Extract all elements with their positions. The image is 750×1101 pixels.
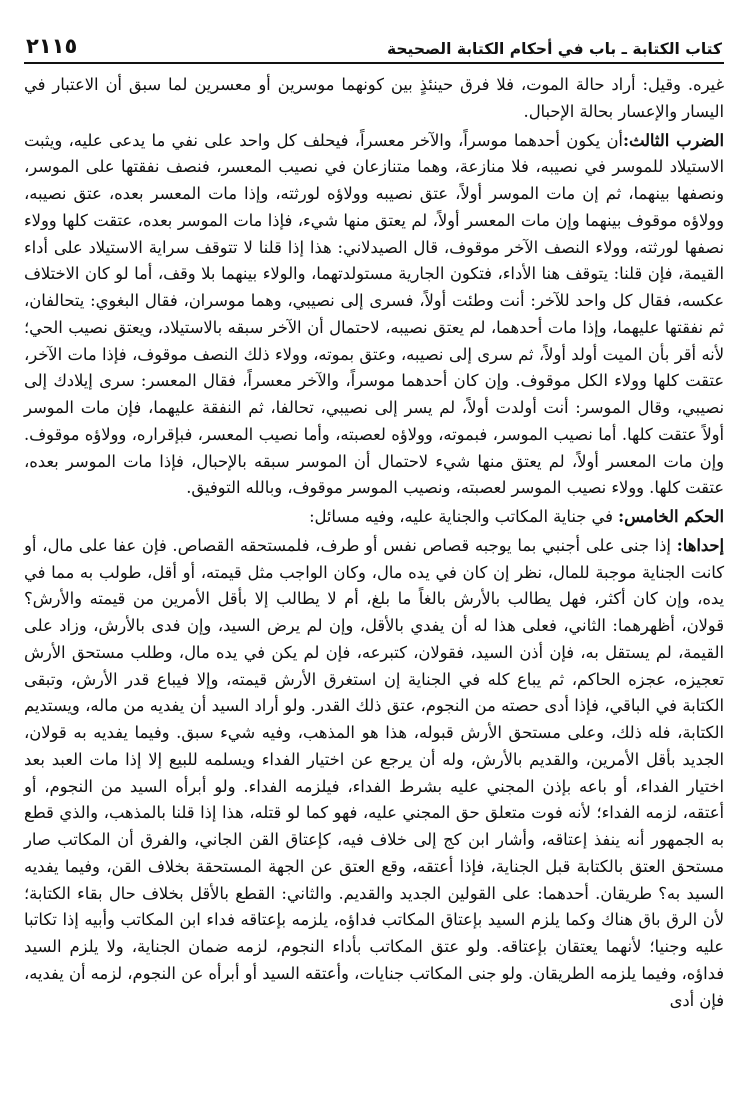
body-text bbox=[24, 72, 724, 1014]
running-title: كتاب الكتابة ـ باب في أحكام الكتابة الصحيحة bbox=[386, 40, 722, 58]
paragraph bbox=[24, 533, 724, 1015]
page-number: ٢١١٥ bbox=[26, 34, 78, 58]
section-heading: الضرب الثالث: bbox=[622, 130, 725, 150]
paragraph bbox=[24, 128, 724, 503]
page-header bbox=[24, 28, 724, 64]
paragraph-text: في جناية المكاتب والجناية عليه، وفيه مسائل: bbox=[309, 507, 613, 526]
paragraph-text: أن يكون أحدهما موسراً، والآخر معسراً، فيحلف كل واحد على نفي ما يدعى عليه، ويثبت الاستيلاد للموسر في نصيبه، فلا منازعة، وهما متنازعان في نصيب المعسر، فنصف نفقتها على الموسر، ونصفها بينهما، ثم إن مات الموسر أولاً، عتق نصيبه وولاؤه لورثته، وإذا مات المعسر بعده، عتق نصيبه، وولاؤه موقوف بينهما وإن مات المعسر أولاً، لم يعتق منها شيء، فإذا مات الموسر بعده، عتقت كلها وولاء نصفها لورثته، وولاء النصف الآخر موقوف، قال الصيدلاني: هذا إذا قلنا لا تتوقف سراية الاستيلاد على أداء القيمة، فإن قلنا: يتوقف هنا الأداء، فتكون الجارية مستولدتهما، والولاء بينهما بلا وقف، أما لو كان الاختلاف عكسه، فقال كل واحد للآخر: أنت وطئت أولاً، فسرى إلى نصيبي، وهما موسران، فقال البغوي: يتحالفان، ثم نفقتها عليهما، وإذا مات أحدهما، لم يعتق نصيبه، لاحتمال أن الآخر سبقه بالاستيلاد، ويعتق نصيب الحي؛ لأنه أقر بأن الميت أولد أولاً، ثم سرى إلى نصيبه، وعتق بموته، وولاء ذلك النصف موقوف، فإذا مات الآخر، عتقت كلها وولاء الكل موقوف. وإن كان أحدهما موسراً، والآخر معسراً، فقال المعسر: سرى إيلادك إلى نصيبي، وقال الموسر: أنت أولدت أولاً، لم يسر إلى نصيبي، تحالفا، ثم النفقة عليهما، فإن مات الموسر أولاً عتقت كلها. أما نصيب الموسر، فبموته، وولاؤه لعصبته، وأما نصيب المعسر، فبإقراره، وولاؤه موقوف. وإن مات المعسر أولاً، لم يعتق منها شيء لاحتمال أن الموسر سبقه بالإحبال، فإذا مات الموسر بعده، عتقت كلها. وولاء نصيب الموسر لعصبته، ونصيب الموسر موقوف، وبالله التوفيق. bbox=[24, 130, 724, 498]
section-heading: إحداها: bbox=[676, 535, 724, 555]
paragraph-text: غيره. وقيل: أراد حالة الموت، فلا فرق حينئذٍ بين كونهما موسرين أو معسرين لما سبق أن الاعتبار في اليسار والإعسار بحالة الإحبال. bbox=[24, 75, 724, 121]
paragraph bbox=[24, 504, 724, 531]
paragraph bbox=[24, 72, 724, 126]
paragraph-text: إذا جنى على أجنبي بما يوجبه قصاص نفس أو طرف، فلمستحقه القصاص. فإن عفا على مال، أو كانت الجناية موجبة للمال، نظر إن كان في يده مال، وكان الواجب مثل قيمته، أو أقل، طولب به مما في يده، وإن كان أكثر، فهل يطالب بالأرش بالغاً ما بلغ، أم لا يطالب إلا بأقل الأمرين من قيمته والأرش؟ قولان، أظهرهما: الثاني، فعلى هذا له أن يفدي بالأقل، وإن لم يرض السيد، وإن فدى بالأرش، وزاد على القيمة، لم يستقل به، فإن أذن السيد، فقولان، كتبرعه، فإن لم يكن في يده مال، وطلب مستحق الأرش تعجيزه، عجزه الحاكم، ثم يباع كله في الجناية إن استغرق الأرش قيمته، وإلا فيباع قدر الأرش، وتبقى الكتابة في الباقي، فإذا أدى حصته من النجوم، عتق ذلك القدر. ولو أراد السيد أن يفديه من ماله، ويستديم الكتابة، فله ذلك، وعلى مستحق الأرش قبوله، هذا هو المذهب، وفيه شيء سبق. وفيما يفديه به قولان، الجديد بأقل الأمرين، والقديم بالأرش، وله أن يرجع عن اختيار الفداء ويسلمه للبيع إلا إذا مات العبد بعد اختيار الفداء، أو باعه بإذن المجني عليه بشرط الفداء، فيلزمه الفداء. ولو أبرأه السيد من النجوم، أو أعتقه، لزمه الفداء؛ لأنه فوت متعلق حق المجني عليه، فهو كما لو قتله، هذا إذا قلنا بالمذهب، والذي قطع به الجمهور أنه ينفذ إعتاقه، وأشار ابن كج إلى خلاف فيه، كإعتاق القن الجاني، والفرق أن المكاتب صار مستحق العتق بالكتابة قبل الجناية، فإذا أعتقه، وقع العتق عن الجهة المستحقة بخلاف القن، وفيما يفديه السيد به؟ طريقان. أحدهما: على القولين الجديد والقديم. والثاني: القطع بالأقل بخلاف حال بقاء الكتابة؛ لأن الرق باق هناك وكما يلزم السيد بإعتاق المكاتب فداؤه، يلزمه بإعتاقه فداء ابن المكاتب وأبيه إذا تكاتبا عليه وجنيا؛ لأنهما يعتقان بإعتاقه. ولو عتق المكاتب بأداء النجوم، لزمه ضمان الجناية، ولا يلزم السيد فداؤه، وفيما يلزمه الطريقان. ولو جنى المكاتب جنايات، وأعتقه السيد أو أبرأه عن النجوم، لزمه أن يفديه، فإن أدى bbox=[24, 535, 724, 1010]
section-heading: الحكم الخامس: bbox=[618, 507, 724, 526]
